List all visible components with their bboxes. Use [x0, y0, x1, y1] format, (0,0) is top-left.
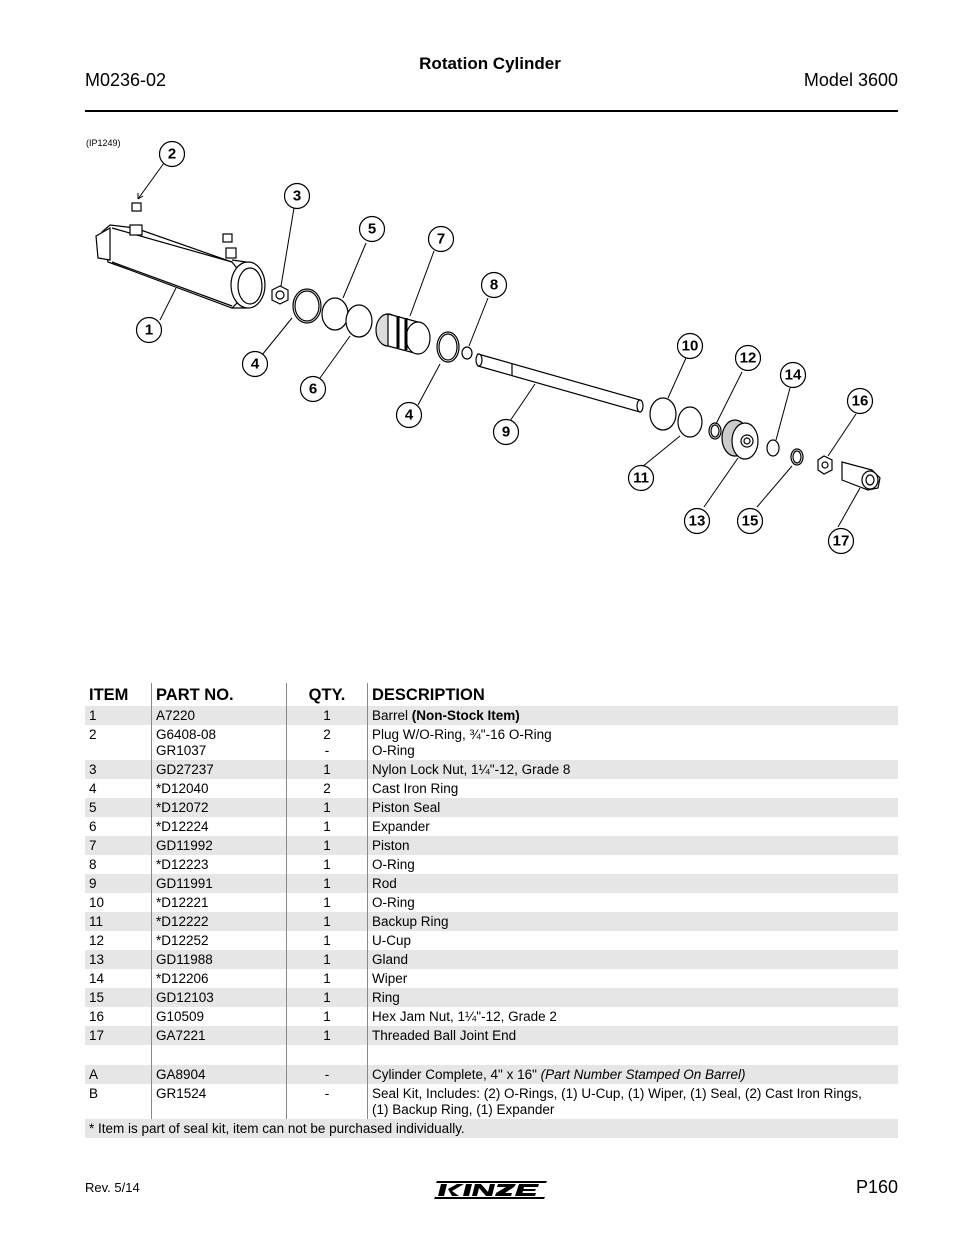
item-cell-text: 17 — [89, 1028, 105, 1043]
table-row — [85, 798, 898, 817]
part-number-cell-text: GA7221 — [156, 1028, 206, 1043]
quantity-cell-text: 1 — [323, 914, 331, 929]
description-cell — [368, 706, 899, 725]
parts-table — [85, 683, 898, 1138]
table-row — [85, 931, 898, 950]
part-number-cell-text: GD27237 — [156, 762, 214, 777]
callout-label: 6 — [308, 380, 318, 398]
o-ring-large-part — [650, 398, 676, 430]
item-cell-text: 10 — [89, 895, 105, 910]
quantity-cell — [287, 1007, 368, 1026]
quantity-cell-text: 1 — [323, 1009, 331, 1024]
item-cell-text: 6 — [89, 819, 97, 834]
quantity-cell — [287, 817, 368, 836]
callout-label: 13 — [688, 512, 706, 530]
part-number-cell-text: GD11988 — [156, 952, 213, 967]
part-number-cell-text: *D12252 — [156, 933, 209, 948]
callout-label: 8 — [489, 276, 499, 294]
part-number-cell — [152, 988, 287, 1007]
quantity-cell — [287, 706, 368, 725]
table-row — [85, 725, 898, 760]
spacer-cell — [85, 1045, 152, 1065]
part-number-cell — [152, 706, 287, 725]
callouts — [137, 142, 873, 554]
quantity-cell-text: 1 — [323, 990, 331, 1005]
quantity-cell — [287, 988, 368, 1007]
description-text: Gland — [372, 952, 409, 967]
item-cell — [85, 1007, 152, 1026]
description-text-2: (1) Backup Ring, (1) Expander — [372, 1102, 555, 1117]
table-row — [85, 1026, 898, 1045]
description-cell — [368, 779, 899, 798]
part-number-cell — [152, 817, 287, 836]
quantity-cell-text: 1 — [323, 933, 331, 948]
diagram-image-id: (IP1249) — [86, 138, 121, 148]
part-number-cell-text: GD11991 — [156, 876, 213, 891]
cast-iron-ring-part-a — [293, 289, 321, 323]
part-number-cell-text: *D12221 — [156, 895, 209, 910]
item-cell — [85, 950, 152, 969]
description-cell — [368, 725, 899, 760]
hex-jam-nut-part — [818, 456, 832, 474]
description-text: O-Ring — [372, 857, 415, 872]
table-row — [85, 760, 898, 779]
description-cell — [368, 798, 899, 817]
part-number-cell — [152, 798, 287, 817]
description-text: Piston Seal — [372, 800, 441, 815]
quantity-cell-text: 1 — [323, 708, 331, 723]
item-cell-text: 7 — [89, 838, 97, 853]
part-number-cell-text: GR1524 — [156, 1086, 207, 1101]
barrel-part — [96, 225, 265, 308]
cast-iron-ring-part-b — [437, 332, 459, 362]
table-row — [85, 817, 898, 836]
description-cell — [368, 1007, 899, 1026]
table-row — [85, 988, 898, 1007]
parts-table-body — [85, 706, 898, 1138]
item-cell-text: 13 — [89, 952, 105, 967]
part-number-cell-text: GD12103 — [156, 990, 214, 1005]
part-number-cell — [152, 893, 287, 912]
quantity-cell — [287, 950, 368, 969]
item-cell — [85, 1084, 152, 1119]
description-cell — [368, 817, 899, 836]
description-text: Wiper — [372, 971, 408, 986]
description-text: Barrel — [372, 708, 412, 723]
part-number-cell-text: G10509 — [156, 1009, 205, 1024]
description-cell — [368, 912, 899, 931]
part-number-cell-text: *D12224 — [156, 819, 209, 834]
callout-label: 17 — [832, 532, 850, 550]
description-text: Expander — [372, 819, 430, 834]
item-cell-text: 11 — [89, 914, 104, 929]
column-header-qty: QTY. — [287, 683, 368, 706]
lock-nut-part — [272, 286, 288, 304]
quantity-cell — [287, 893, 368, 912]
quantity-cell-text: 1 — [323, 819, 331, 834]
description-cell — [368, 931, 899, 950]
item-cell-text: B — [89, 1086, 99, 1101]
description-text: Hex Jam Nut, 1¼"-12, Grade 2 — [372, 1009, 557, 1024]
gland-part — [722, 420, 758, 459]
description-cell — [368, 1026, 899, 1045]
callout-label: 3 — [292, 187, 302, 205]
item-cell-text: 15 — [89, 990, 105, 1005]
item-cell-text: 8 — [89, 857, 97, 872]
quantity-cell-text: - — [324, 1067, 330, 1082]
description-text: Ring — [372, 990, 400, 1005]
exploded-parts-diagram — [0, 120, 954, 600]
quantity-cell — [287, 969, 368, 988]
item-cell — [85, 760, 152, 779]
table-row — [85, 969, 898, 988]
description-text: U-Cup — [372, 933, 412, 948]
column-header-item: ITEM — [89, 686, 129, 704]
part-number-cell — [152, 969, 287, 988]
description-cell — [368, 874, 899, 893]
page-number: P160 — [855, 1177, 898, 1197]
callout-label: 4 — [404, 406, 414, 424]
part-number-cell-text: *D12040 — [156, 781, 209, 796]
part-number-cell-text: G6408-08 — [156, 727, 217, 742]
spacer-cell — [368, 1045, 899, 1065]
item-cell-text: 2 — [89, 727, 97, 742]
description-cell — [368, 855, 899, 874]
column-header-part-no: PART NO. — [152, 683, 287, 706]
callout-label: 11 — [633, 469, 649, 487]
item-cell — [85, 1065, 152, 1084]
quantity-cell — [287, 931, 368, 950]
column-header-description: DESCRIPTION — [368, 683, 899, 706]
description-text: Backup Ring — [372, 914, 449, 929]
description-cell — [368, 988, 899, 1007]
item-cell — [85, 931, 152, 950]
quantity-cell — [287, 912, 368, 931]
callout-label: 10 — [681, 337, 699, 355]
o-ring-part — [462, 347, 472, 359]
quantity-cell — [287, 779, 368, 798]
item-cell — [85, 855, 152, 874]
description-text: Plug W/O-Ring, ¾"-16 O-Ring — [372, 727, 552, 742]
part-number-cell — [152, 950, 287, 969]
table-row — [85, 706, 898, 725]
kinze-logo — [433, 1177, 551, 1203]
part-number-cell-text: A7220 — [156, 708, 196, 723]
footnote-cell: * Item is part of seal kit, item can not be purchased individually. — [85, 1119, 898, 1138]
part-number-cell — [152, 874, 287, 893]
description-text: Seal Kit, Includes: (2) O-Rings, (1) U-Cup, (1) Wiper, (1) Seal, (2) Cast Iron Rings, — [372, 1086, 862, 1101]
item-cell-text: A — [89, 1067, 99, 1082]
part-number-cell — [152, 931, 287, 950]
quantity-cell — [287, 855, 368, 874]
table-footnote-row — [85, 1119, 898, 1138]
quantity-cell-text: - — [324, 1086, 330, 1101]
item-cell — [85, 779, 152, 798]
item-cell — [85, 893, 152, 912]
part-number-cell-text: GD11992 — [156, 838, 213, 853]
part-number-cell-text: *D12206 — [156, 971, 209, 986]
item-cell — [85, 988, 152, 1007]
item-cell-text: 12 — [89, 933, 105, 948]
part-number-cell — [152, 1065, 287, 1084]
quantity-cell — [287, 874, 368, 893]
quantity-cell — [287, 798, 368, 817]
callout-label: 15 — [741, 512, 759, 530]
description-text: Cylinder Complete, 4" x 16" — [372, 1067, 541, 1082]
quantity-cell-text: 1 — [323, 876, 331, 891]
backup-ring-part — [678, 407, 702, 437]
description-text: Cast Iron Ring — [372, 781, 459, 796]
item-cell — [85, 1026, 152, 1045]
description-cell — [368, 893, 899, 912]
callout-label: 9 — [501, 423, 511, 441]
table-header-row — [85, 683, 898, 706]
item-cell-text: 14 — [89, 971, 105, 986]
table-row — [85, 912, 898, 931]
table-row — [85, 874, 898, 893]
rod-part — [476, 354, 643, 412]
quantity-cell — [287, 1026, 368, 1045]
page-title: Rotation Cylinder — [419, 54, 561, 73]
quantity-cell-text: 1 — [323, 800, 331, 815]
quantity-cell — [287, 1084, 368, 1119]
description-cell — [368, 950, 899, 969]
revision-date: Rev. 5/14 — [85, 1180, 140, 1195]
quantity-cell-text: 1 — [323, 952, 331, 967]
table-row — [85, 836, 898, 855]
quantity-cell — [287, 836, 368, 855]
quantity-cell-text: 1 — [323, 857, 331, 872]
spacer-cell — [287, 1045, 368, 1065]
callout-label: 14 — [784, 366, 802, 384]
ball-joint-end-part — [842, 462, 880, 490]
quantity-cell — [287, 760, 368, 779]
quantity-cell-text: 2 — [323, 781, 331, 796]
part-number-cell — [152, 1026, 287, 1045]
item-cell-text: 3 — [89, 762, 97, 777]
part-number-cell-text: GA8904 — [156, 1067, 206, 1082]
description-text-2: O-Ring — [372, 743, 415, 758]
description-cell — [368, 1084, 899, 1119]
description-text: Rod — [372, 876, 397, 891]
part-number-cell-text: *D12222 — [156, 914, 209, 929]
header-divider — [85, 110, 898, 112]
item-cell — [85, 969, 152, 988]
part-number-cell — [152, 855, 287, 874]
plug-part-a — [132, 203, 141, 211]
table-row — [85, 1084, 898, 1119]
item-cell — [85, 874, 152, 893]
model-name: Model 3600 — [803, 70, 898, 90]
quantity-cell-text: 1 — [323, 762, 331, 777]
quantity-cell — [287, 1065, 368, 1084]
quantity-cell-text: 1 — [323, 1028, 331, 1043]
item-cell-text: 16 — [89, 1009, 105, 1024]
item-cell-text: 9 — [89, 876, 97, 891]
callout-label: 1 — [144, 321, 154, 339]
item-cell — [85, 706, 152, 725]
quantity-cell-text: 1 — [323, 838, 331, 853]
description-note: (Part Number Stamped On Barrel) — [540, 1067, 746, 1082]
quantity-cell-text: 1 — [323, 971, 331, 986]
part-number-cell-text: *D12223 — [156, 857, 209, 872]
callout-label: 5 — [367, 220, 377, 238]
item-cell — [85, 836, 152, 855]
part-number-cell — [152, 760, 287, 779]
description-cell — [368, 760, 899, 779]
callout-label: 16 — [851, 392, 869, 410]
description-text: Piston — [372, 838, 410, 853]
description-text: Threaded Ball Joint End — [372, 1028, 517, 1043]
item-cell-text: 1 — [89, 708, 97, 723]
table-row — [85, 1065, 898, 1084]
quantity-cell — [287, 725, 368, 760]
part-number-cell — [152, 1007, 287, 1026]
item-cell — [85, 798, 152, 817]
description-text: Nylon Lock Nut, 1¼"-12, Grade 8 — [372, 762, 571, 777]
quantity-cell-text-2: - — [324, 743, 330, 758]
plug-part-b — [223, 234, 232, 242]
callout-label: 12 — [739, 349, 757, 367]
spacer-cell — [152, 1045, 287, 1065]
table-row — [85, 893, 898, 912]
callout-label: 7 — [436, 230, 446, 248]
callout-label: 4 — [250, 355, 260, 373]
part-number-cell — [152, 912, 287, 931]
wiper-part — [767, 440, 779, 456]
part-number-cell-text-2: GR1037 — [156, 743, 207, 758]
description-emphasis: (Non-Stock Item) — [411, 708, 520, 723]
callout-label: 2 — [167, 145, 177, 163]
part-number-cell-text: *D12072 — [156, 800, 209, 815]
table-row — [85, 855, 898, 874]
expander-part — [346, 305, 372, 337]
item-cell-text: 5 — [89, 800, 97, 815]
piston-seal-part — [322, 298, 348, 330]
item-cell — [85, 817, 152, 836]
piston-part — [376, 314, 430, 354]
description-cell — [368, 1065, 899, 1084]
table-row — [85, 1007, 898, 1026]
description-cell — [368, 836, 899, 855]
description-cell — [368, 969, 899, 988]
table-spacer-row — [85, 1045, 898, 1065]
table-row — [85, 950, 898, 969]
item-cell — [85, 912, 152, 931]
quantity-cell-text: 2 — [323, 727, 331, 742]
description-text: O-Ring — [372, 895, 415, 910]
part-number-cell — [152, 836, 287, 855]
part-number-cell — [152, 779, 287, 798]
table-row — [85, 779, 898, 798]
quantity-cell-text: 1 — [323, 895, 331, 910]
item-cell — [85, 725, 152, 760]
part-number-cell — [152, 725, 287, 760]
part-number-cell — [152, 1084, 287, 1119]
document-number: M0236-02 — [85, 70, 167, 90]
item-cell-text: 4 — [89, 781, 97, 796]
